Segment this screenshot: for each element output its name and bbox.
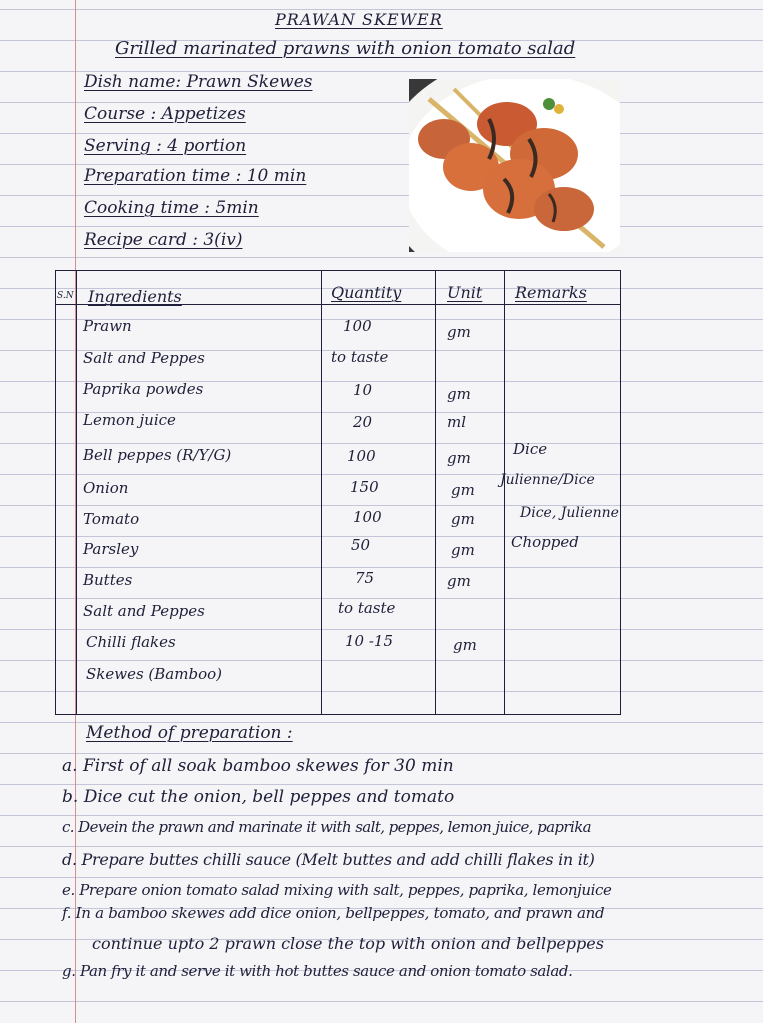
method-step: f. In a bamboo skewes add dice onion, bellpeppes, tomato, and prawn and	[62, 904, 605, 922]
quantity-cell: 20	[353, 413, 373, 431]
method-step: continue upto 2 prawn close the top with onion and bellpeppes	[92, 934, 604, 953]
ingredient-cell: Salt and Peppes	[83, 602, 205, 620]
quantity-cell: 10	[353, 381, 373, 399]
quantity-cell: 50	[351, 536, 371, 554]
unit-cell: gm	[447, 449, 471, 467]
quantity-cell: to taste	[331, 348, 389, 366]
unit-cell: gm	[451, 541, 475, 559]
recipe-subtitle: Grilled marinated prawns with onion tomato salad	[115, 38, 576, 59]
ingredient-cell: Tomato	[83, 510, 140, 528]
quantity-cell: 100	[347, 447, 376, 465]
serving: Serving : 4 portion	[84, 136, 247, 156]
prawn-skewers-illustration	[409, 79, 620, 252]
ingredient-cell: Bell peppes (R/Y/G)	[83, 446, 232, 464]
course: Course : Appetizes	[84, 104, 246, 124]
ingredient-cell: Salt and Peppes	[83, 349, 205, 367]
dish-photo	[409, 79, 620, 252]
header-remarks: Remarks	[515, 283, 587, 302]
ingredient-cell: Parsley	[83, 540, 139, 558]
method-step: g. Pan fry it and serve it with hot buttes sauce and onion tomato salad.	[62, 962, 573, 980]
quantity-cell: to taste	[338, 599, 396, 617]
method-step: b. Dice cut the onion, bell peppes and tomato	[62, 787, 455, 807]
ingredient-cell: Skewes (Bamboo)	[86, 665, 222, 683]
quantity-cell: 75	[355, 569, 375, 587]
ingredient-cell: Chilli flakes	[86, 633, 176, 651]
header-sn: S.N	[57, 291, 74, 301]
header-ingredients: Ingredients	[88, 287, 182, 306]
recipe-card: Recipe card : 3(iv)	[84, 230, 243, 250]
method-step: c. Devein the prawn and marinate it with salt, peppes, lemon juice, paprika	[62, 818, 592, 836]
remarks-cell: Dice, Julienne	[520, 505, 619, 521]
unit-cell: ml	[447, 413, 467, 431]
method-step: a. First of all soak bamboo skewes for 30 min	[62, 756, 454, 776]
quantity-cell: 10 -15	[345, 632, 394, 650]
ingredients-table	[55, 270, 621, 715]
ingredient-cell: Paprika powdes	[83, 380, 204, 398]
cooking-time: Cooking time : 5min	[84, 198, 259, 218]
ingredient-cell: Lemon juice	[83, 411, 176, 429]
header-quantity: Quantity	[331, 283, 402, 302]
remarks-cell: Dice	[513, 440, 548, 458]
ingredient-cell: Prawn	[83, 317, 132, 335]
unit-cell: gm	[447, 385, 471, 403]
ingredient-cell: Buttes	[83, 571, 133, 589]
quantity-cell: 150	[350, 478, 379, 496]
method-step: d. Prepare buttes chilli sauce (Melt buttes and add chilli flakes in it)	[62, 850, 595, 869]
recipe-title: PRAWAN SKEWER	[275, 10, 443, 29]
unit-cell: gm	[447, 323, 471, 341]
unit-cell: gm	[451, 510, 475, 528]
method-step: e. Prepare onion tomato salad mixing with salt, peppes, paprika, lemonjuice	[62, 881, 612, 899]
unit-cell: gm	[447, 572, 471, 590]
quantity-cell: 100	[353, 508, 382, 526]
method-heading: Method of preparation :	[86, 723, 293, 743]
remarks-cell: Julienne/Dice	[500, 472, 595, 488]
ingredient-cell: Onion	[83, 479, 129, 497]
preparation-time: Preparation time : 10 min	[84, 166, 307, 186]
dish-name: Dish name: Prawn Skewes	[84, 72, 313, 92]
unit-cell: gm	[453, 636, 477, 654]
unit-cell: gm	[451, 481, 475, 499]
header-unit: Unit	[447, 283, 483, 302]
quantity-cell: 100	[343, 317, 372, 335]
remarks-cell: Chopped	[511, 533, 579, 551]
